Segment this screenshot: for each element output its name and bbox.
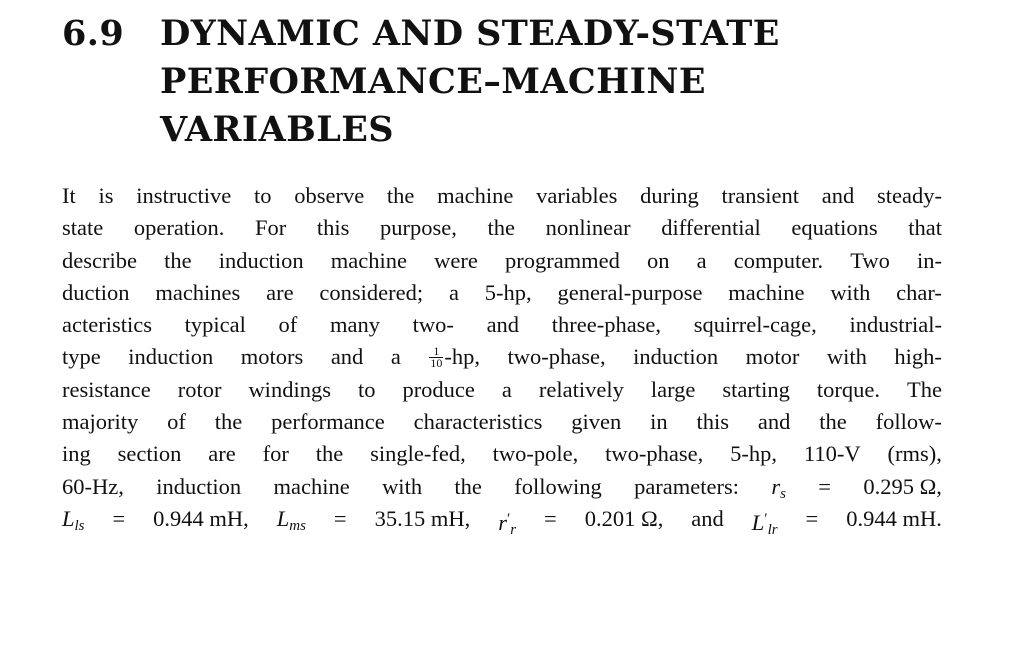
word: is — [98, 183, 114, 208]
word: large — [650, 376, 696, 402]
word: and — [330, 344, 364, 370]
section-number: 6.9 — [62, 13, 125, 54]
word: steady- — [877, 183, 942, 208]
param-lms-symbol — [277, 503, 306, 535]
text-line — [62, 374, 942, 406]
word: machine — [728, 279, 805, 305]
word: computer. — [733, 247, 824, 273]
word: starting — [722, 376, 790, 402]
word: with — [826, 344, 867, 370]
word: and — [821, 183, 855, 208]
param-lms-value: 35.15 mH, — [374, 505, 471, 531]
word: a — [696, 247, 707, 273]
word: this — [316, 215, 350, 241]
word: It — [62, 183, 76, 208]
param-rs-value: 0.295 Ω, — [863, 473, 942, 499]
word: variables — [536, 183, 618, 208]
word: and — [691, 505, 724, 531]
word: purpose, — [380, 215, 457, 241]
word: (rms), — [887, 441, 942, 467]
subscript: s — [780, 485, 786, 502]
word: parameters: — [634, 473, 740, 499]
word: the — [819, 409, 847, 435]
word: type — [62, 344, 101, 370]
word: the — [164, 247, 192, 273]
subscript: lr — [767, 521, 778, 538]
fraction-numerator: 1 — [429, 346, 443, 358]
word: resistance — [62, 376, 151, 402]
word: motors — [240, 344, 304, 370]
subscript: r — [510, 521, 517, 538]
word: in- — [917, 247, 942, 273]
word: section — [117, 441, 182, 467]
text-line-parameters — [62, 471, 942, 503]
word: follow- — [875, 409, 942, 435]
word: two- — [412, 312, 454, 338]
word: nonlinear — [545, 215, 631, 241]
text-line — [62, 309, 942, 341]
word: state — [62, 215, 104, 241]
word: of — [278, 312, 298, 338]
word: two-phase, — [507, 344, 606, 370]
word: two-phase, — [605, 441, 704, 467]
word: were — [434, 247, 478, 273]
word: relatively — [538, 376, 624, 402]
fraction — [429, 343, 443, 370]
fraction-suffix: -hp, — [444, 344, 480, 370]
word: two-pole, — [492, 441, 579, 467]
word: three-phase, — [551, 312, 662, 338]
body-paragraph — [62, 180, 942, 538]
word: typical — [184, 312, 246, 338]
word: to — [253, 183, 272, 208]
word: transient — [721, 183, 800, 208]
word: characteristics — [413, 409, 543, 435]
fraction-denominator: 10 — [430, 355, 443, 370]
word: 110-V — [803, 441, 861, 467]
word: operation. — [133, 215, 225, 241]
fraction-hp — [428, 341, 480, 373]
word: equations — [791, 215, 878, 241]
word: majority — [62, 409, 139, 435]
word: instructive — [136, 183, 232, 208]
equals-sign: = — [818, 473, 831, 499]
symbol: L — [276, 505, 290, 531]
param-rr-value: 0.201 Ω, — [584, 505, 664, 531]
word: general-purpose — [557, 279, 703, 305]
word: and — [486, 312, 520, 338]
word: induction — [633, 344, 719, 370]
word: Two — [850, 247, 890, 273]
word: machine — [437, 183, 514, 208]
word: machine — [273, 473, 350, 499]
word: high- — [894, 344, 942, 370]
symbol: L — [751, 509, 765, 535]
superscript: ′ — [506, 510, 511, 527]
word: The — [906, 376, 942, 402]
equals-sign: = — [112, 505, 126, 531]
word: industrial- — [849, 312, 942, 338]
equals-sign: = — [805, 505, 819, 531]
section-title-line: PERFORMANCE–MACHINE — [160, 61, 706, 102]
word: to — [357, 376, 376, 402]
word: are — [208, 441, 236, 467]
param-rr-symbol — [498, 503, 517, 538]
word: torque. — [816, 376, 880, 402]
word: for — [262, 441, 289, 467]
word: the — [386, 183, 415, 208]
symbol: r — [771, 473, 781, 499]
word: ing — [62, 441, 91, 467]
word: the — [214, 409, 243, 435]
text-line — [62, 180, 942, 212]
word: of — [167, 409, 186, 435]
subscript: ms — [289, 517, 306, 534]
word: that — [908, 215, 942, 241]
param-lls-value: 0.944 mH, — [153, 505, 249, 531]
word: 60-Hz, — [62, 473, 124, 499]
word: rotor — [177, 376, 222, 402]
word: single-fed, — [370, 441, 466, 467]
word: a — [501, 376, 512, 402]
word: produce — [402, 376, 475, 402]
word: describe — [62, 247, 137, 273]
word: on — [647, 247, 670, 273]
word: differential — [661, 215, 761, 241]
word: duction — [62, 279, 130, 305]
text-line — [62, 245, 942, 277]
word: machines — [155, 279, 241, 305]
word: 5-hp, — [730, 441, 778, 467]
word: For — [255, 215, 287, 241]
word: programmed — [504, 247, 620, 273]
param-lls-symbol — [62, 503, 85, 535]
section-title-line: DYNAMIC AND STEADY-STATE — [160, 13, 780, 54]
word: machine — [330, 247, 408, 273]
word: in — [650, 409, 668, 435]
word: a — [448, 279, 459, 305]
word: induction — [128, 344, 214, 370]
word: and — [757, 409, 791, 435]
section-title-line: VARIABLES — [160, 109, 394, 150]
word: the — [315, 441, 344, 467]
param-llr-symbol — [751, 503, 778, 538]
text-line — [62, 438, 942, 470]
text-line — [62, 212, 942, 244]
word: motor — [745, 344, 800, 370]
text-line-parameters — [62, 503, 942, 538]
section-title — [160, 10, 920, 154]
word: given — [571, 409, 622, 435]
word: windings — [248, 376, 331, 402]
superscript: ′ — [764, 510, 768, 527]
word: are — [266, 279, 294, 305]
equals-sign: = — [544, 505, 557, 531]
text-line-fraction — [62, 341, 942, 373]
symbol: r — [498, 509, 507, 535]
word: a — [390, 344, 401, 370]
word: during — [640, 183, 699, 208]
word: induction — [156, 473, 242, 499]
equals-sign: = — [333, 505, 347, 531]
word: observe — [294, 183, 365, 208]
word: induction — [218, 247, 304, 273]
param-llr-value: 0.944 mH. — [846, 505, 942, 531]
word: with — [830, 279, 871, 305]
word: squirrel-cage, — [693, 312, 817, 338]
word: this — [696, 409, 729, 435]
word: with — [382, 473, 423, 499]
word: performance — [271, 409, 385, 435]
text-line — [62, 406, 942, 438]
symbol: L — [62, 505, 75, 531]
param-rs-symbol — [771, 471, 786, 503]
word: 5-hp, — [484, 279, 532, 305]
word: acteristics — [62, 312, 152, 338]
subscript: ls — [74, 517, 85, 534]
word: considered; — [319, 279, 424, 305]
word: following — [514, 473, 602, 499]
word: the — [487, 215, 516, 241]
word: char- — [896, 279, 942, 305]
word: many — [329, 312, 380, 338]
text-line — [62, 277, 942, 309]
word: the — [454, 473, 482, 499]
